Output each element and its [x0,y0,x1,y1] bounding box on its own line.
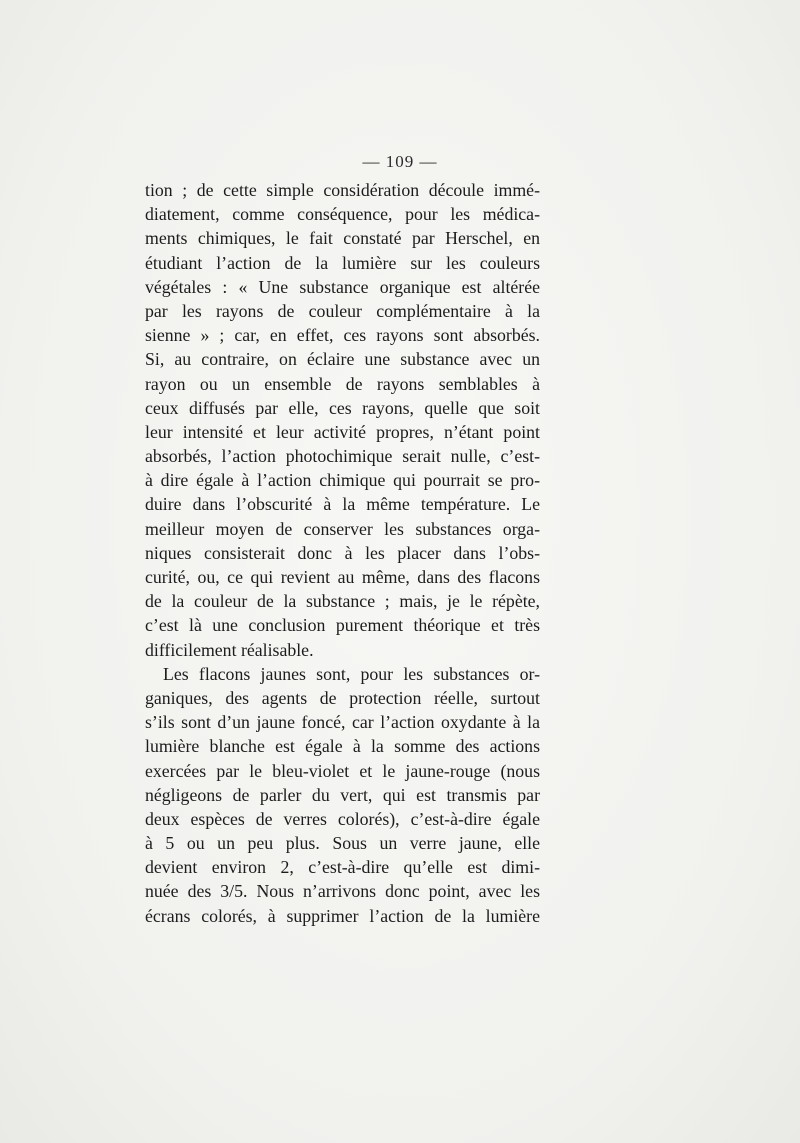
text-line: ments chimiques, le fait constaté par Herschel, en [145,228,540,249]
text-line: devient environ 2, c’est-à-dire qu’elle est dimi- [145,857,540,878]
text-line: leur intensité et leur activité propres, n’étant point [145,421,540,442]
body-text [145,178,540,928]
text-line: meilleur moyen de conserver les substances orga- [145,518,540,539]
paragraph-end-line: difficilement réalisable. [145,639,314,660]
text-line: c’est là une conclusion purement théorique et très [145,615,540,636]
text-line: nuée des 3/5. Nous n’arrivons donc point, avec les [145,881,540,902]
text-line: par les rayons de couleur complémentaire à la [145,300,540,321]
text-line: curité, ou, ce qui revient au même, dans des flacons [145,567,540,587]
text-line: étudiant l’action de la lumière sur les couleurs [145,252,540,273]
text-line: à dire égale à l’action chimique qui pourrait se pro- [145,470,540,491]
text-line: absorbés, l’action photochimique serait nulle, c’est- [145,446,540,467]
text-line: Si, au contraire, on éclaire une substance avec un [145,349,540,370]
text-line: ganiques, des agents de protection réelle, surtout [145,687,540,708]
text-line: de la couleur de la substance ; mais, je le répète, [145,591,540,612]
page-number: — 109 — [362,152,438,171]
text-line: niques consisterait donc à les placer dans l’obs- [145,542,540,563]
text-line: exercées par le bleu-violet et le jaune-rouge (nous [145,760,540,781]
text-line: rayon ou un ensemble de rayons semblables à [145,373,540,394]
text-line: s’ils sont d’un jaune foncé, car l’action oxydante à la [145,712,540,733]
text-line: diatement, comme conséquence, pour les médica- [145,204,540,225]
text-line: tion ; de cette simple considération découle immé- [145,180,540,200]
text-line: deux espèces de verres colorés), c’est-à-dire égale [145,808,540,829]
text-line: écrans colorés, à supprimer l’action de la lumière [145,905,540,926]
text-line: à 5 ou un peu plus. Sous un verre jaune, elle [145,833,540,854]
text-line: lumière blanche est égale à la somme des actions [145,736,540,757]
text-line: végétales : « Une substance organique est altérée [145,276,540,297]
text-line: sienne » ; car, en effet, ces rayons sont absorbés. [145,325,540,346]
text-line: duire dans l’obscurité à la même température. Le [145,494,540,515]
text-line: négligeons de parler du vert, qui est transmis par [145,784,540,805]
paragraph-start-line: Les flacons jaunes sont, pour les substances or- [163,663,540,684]
text-line: ceux diffusés par elle, ces rayons, quelle que soit [145,397,540,418]
